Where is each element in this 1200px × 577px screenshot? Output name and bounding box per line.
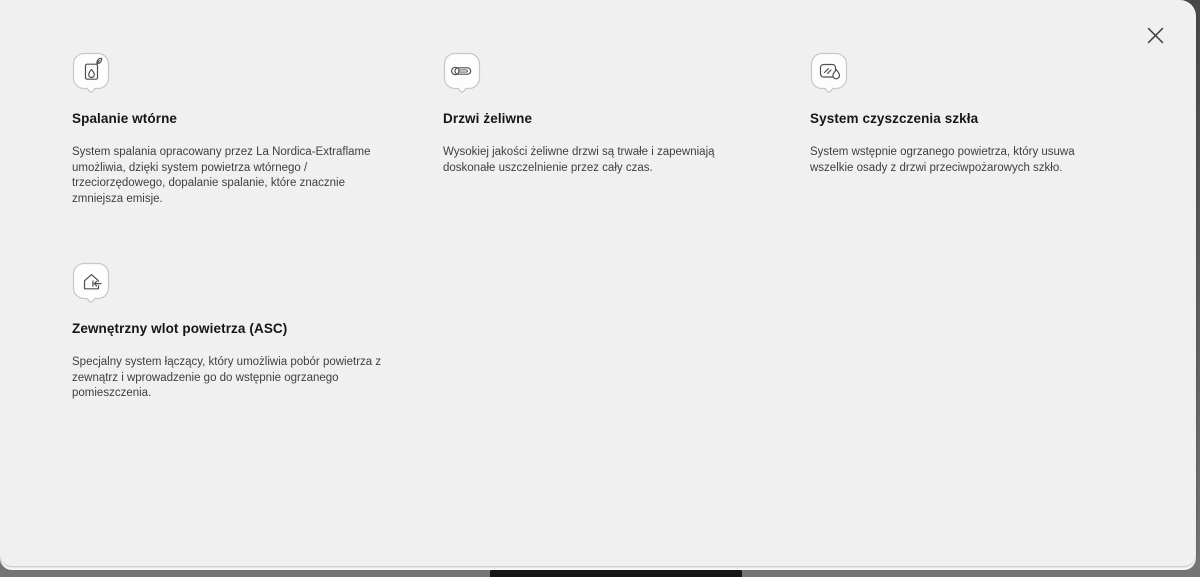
close-x-icon (1147, 27, 1164, 44)
glass-droplet-icon (810, 52, 848, 97)
feature-card-external-air-inlet (72, 262, 443, 472)
feature-description: Wysokiej jakości żeliwne drzwi są trwałe i zapewniają doskonałe uszczelnienie przez cały czas. (443, 146, 715, 174)
feature-card-glass-cleaning (810, 52, 1140, 262)
feature-description: System wstępnie ogrzanego powietrza, który usuwa wszelkie osady z drzwi przeciwpożarowych szkło. (810, 146, 1075, 174)
feature-description: Specjalny system łączący, który umożliwia pobór powietrza z zewnątrz i wprowadzenie go do wstępnie ogrzanego pomieszczenia. (72, 356, 382, 399)
house-air-inlet-icon (72, 262, 110, 307)
feature-title: Spalanie wtórne (72, 111, 178, 126)
feature-title: System czyszczenia szkła (810, 111, 979, 126)
stove-flame-leaf-icon (72, 52, 110, 97)
feature-card-secondary-combustion (72, 52, 443, 262)
feature-title: Drzwi żeliwne (443, 111, 533, 126)
home-indicator-bar (490, 569, 742, 577)
close-button[interactable] (1142, 22, 1168, 48)
feature-title: Zewnętrzny wlot powietrza (ASC) (72, 321, 288, 336)
feature-description: System spalania opracowany przez La Nordica-Extraflame umożliwia, dzięki system powietrza wtórnego / trzeciorzędowego, dopalanie spalanie, które znacznie zmniejsza emisje. (72, 146, 371, 205)
door-handle-icon (443, 52, 481, 97)
feature-card-cast-iron-door (443, 52, 810, 262)
features-grid (72, 52, 1156, 472)
